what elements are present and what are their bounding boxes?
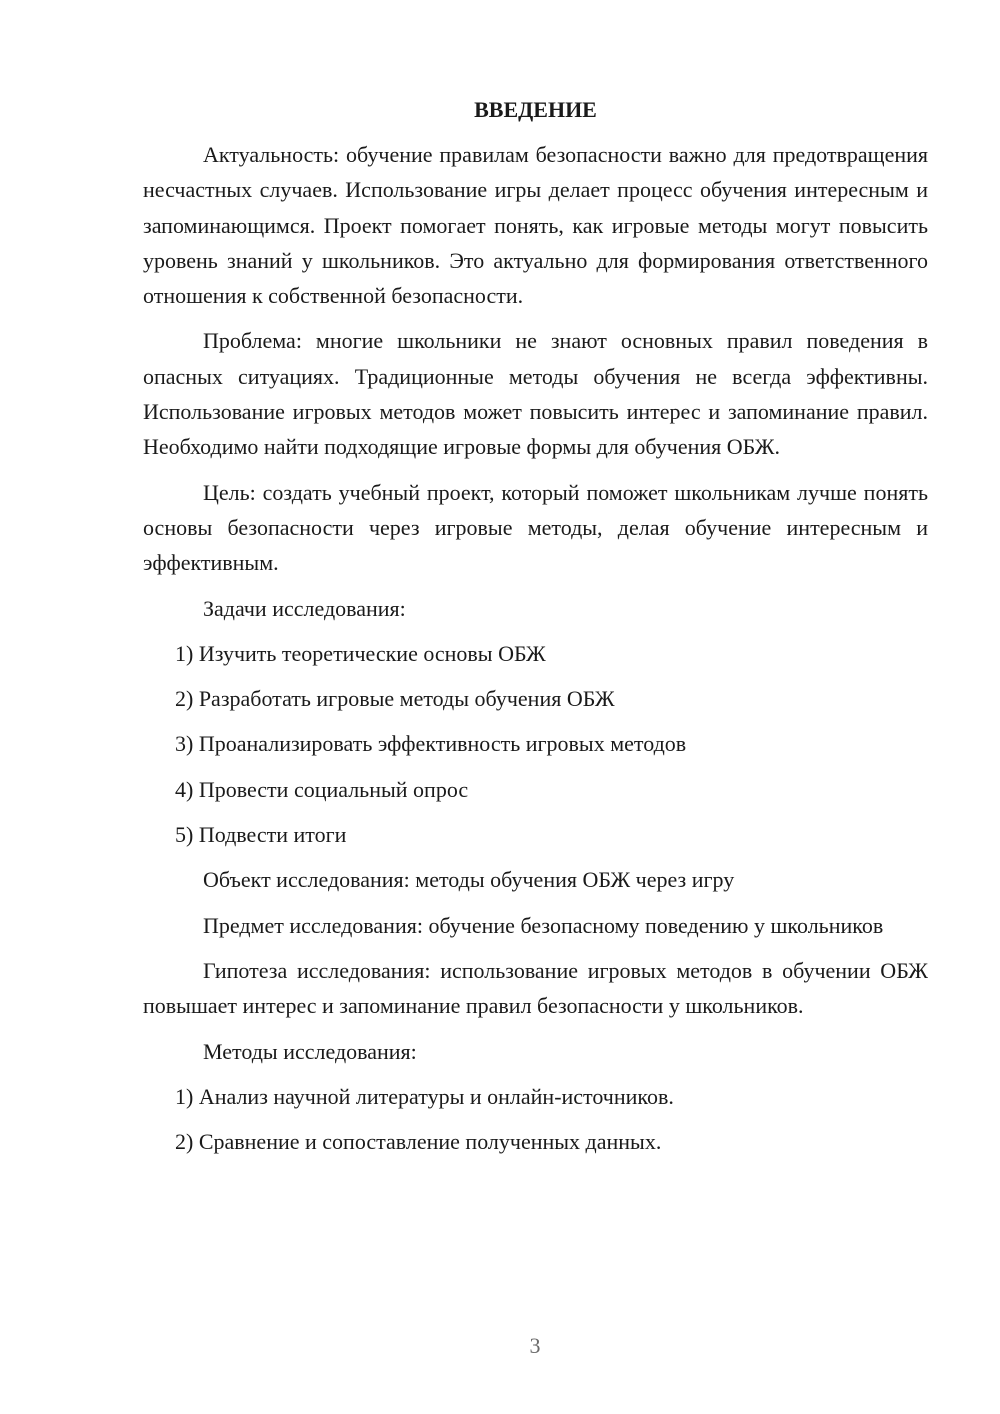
tasks-list	[143, 636, 928, 852]
task-item: 2) Разработать игровые методы обучения ОБЖ	[175, 686, 615, 712]
hypothesis-paragraph: Гипотеза исследования: использование игровых методов в обучении ОБЖ повышает интерес и запоминание правил безопасности у школьников.	[143, 957, 928, 1019]
methods-list	[143, 1079, 928, 1160]
tasks-heading: Задачи исследования:	[203, 595, 406, 621]
task-item: 1) Изучить теоретические основы ОБЖ	[175, 640, 546, 666]
problem-paragraph: Проблема: многие школьники не знают основных правил поведения в опасных ситуациях. Традиционные методы обучения не всегда эффективны. Использование игровых методов может повысить интерес и запоминание правил. Необходимо найти подходящие игровые формы для обучения ОБЖ.	[143, 328, 928, 460]
page-title: ВВЕДЕНИЕ	[474, 97, 597, 122]
task-item: 4) Провести социальный опрос	[175, 776, 469, 802]
goal-paragraph: Цель: создать учебный проект, который поможет школьникам лучше понять основы безопасности через игровые методы, делая обучение интересным и эффективным.	[143, 479, 928, 576]
relevance-paragraph: Актуальность: обучение правилам безопасности важно для предотвращения несчастных случаев. Использование игры делает процесс обучения интересным и запоминающимся. Проект помогает понять, как игровые методы могут повысить уровень знаний у школьников. Это актуально для формирования ответственного отношения к собственной безопасности.	[143, 142, 928, 309]
method-item: 1) Анализ научной литературы и онлайн-источников.	[175, 1083, 674, 1109]
task-item: 5) Подвести итоги	[175, 822, 347, 848]
page-number: 3	[529, 1333, 541, 1358]
method-item: 2) Сравнение и сопоставление полученных данных.	[175, 1129, 662, 1155]
task-item: 3) Проанализировать эффективность игровых методов	[175, 731, 687, 757]
object-paragraph: Объект исследования: методы обучения ОБЖ через игру	[203, 867, 735, 893]
subject-paragraph: Предмет исследования: обучение безопасному поведению у школьников	[203, 912, 884, 938]
page-content	[143, 95, 928, 1169]
methods-heading: Методы исследования:	[203, 1038, 417, 1064]
